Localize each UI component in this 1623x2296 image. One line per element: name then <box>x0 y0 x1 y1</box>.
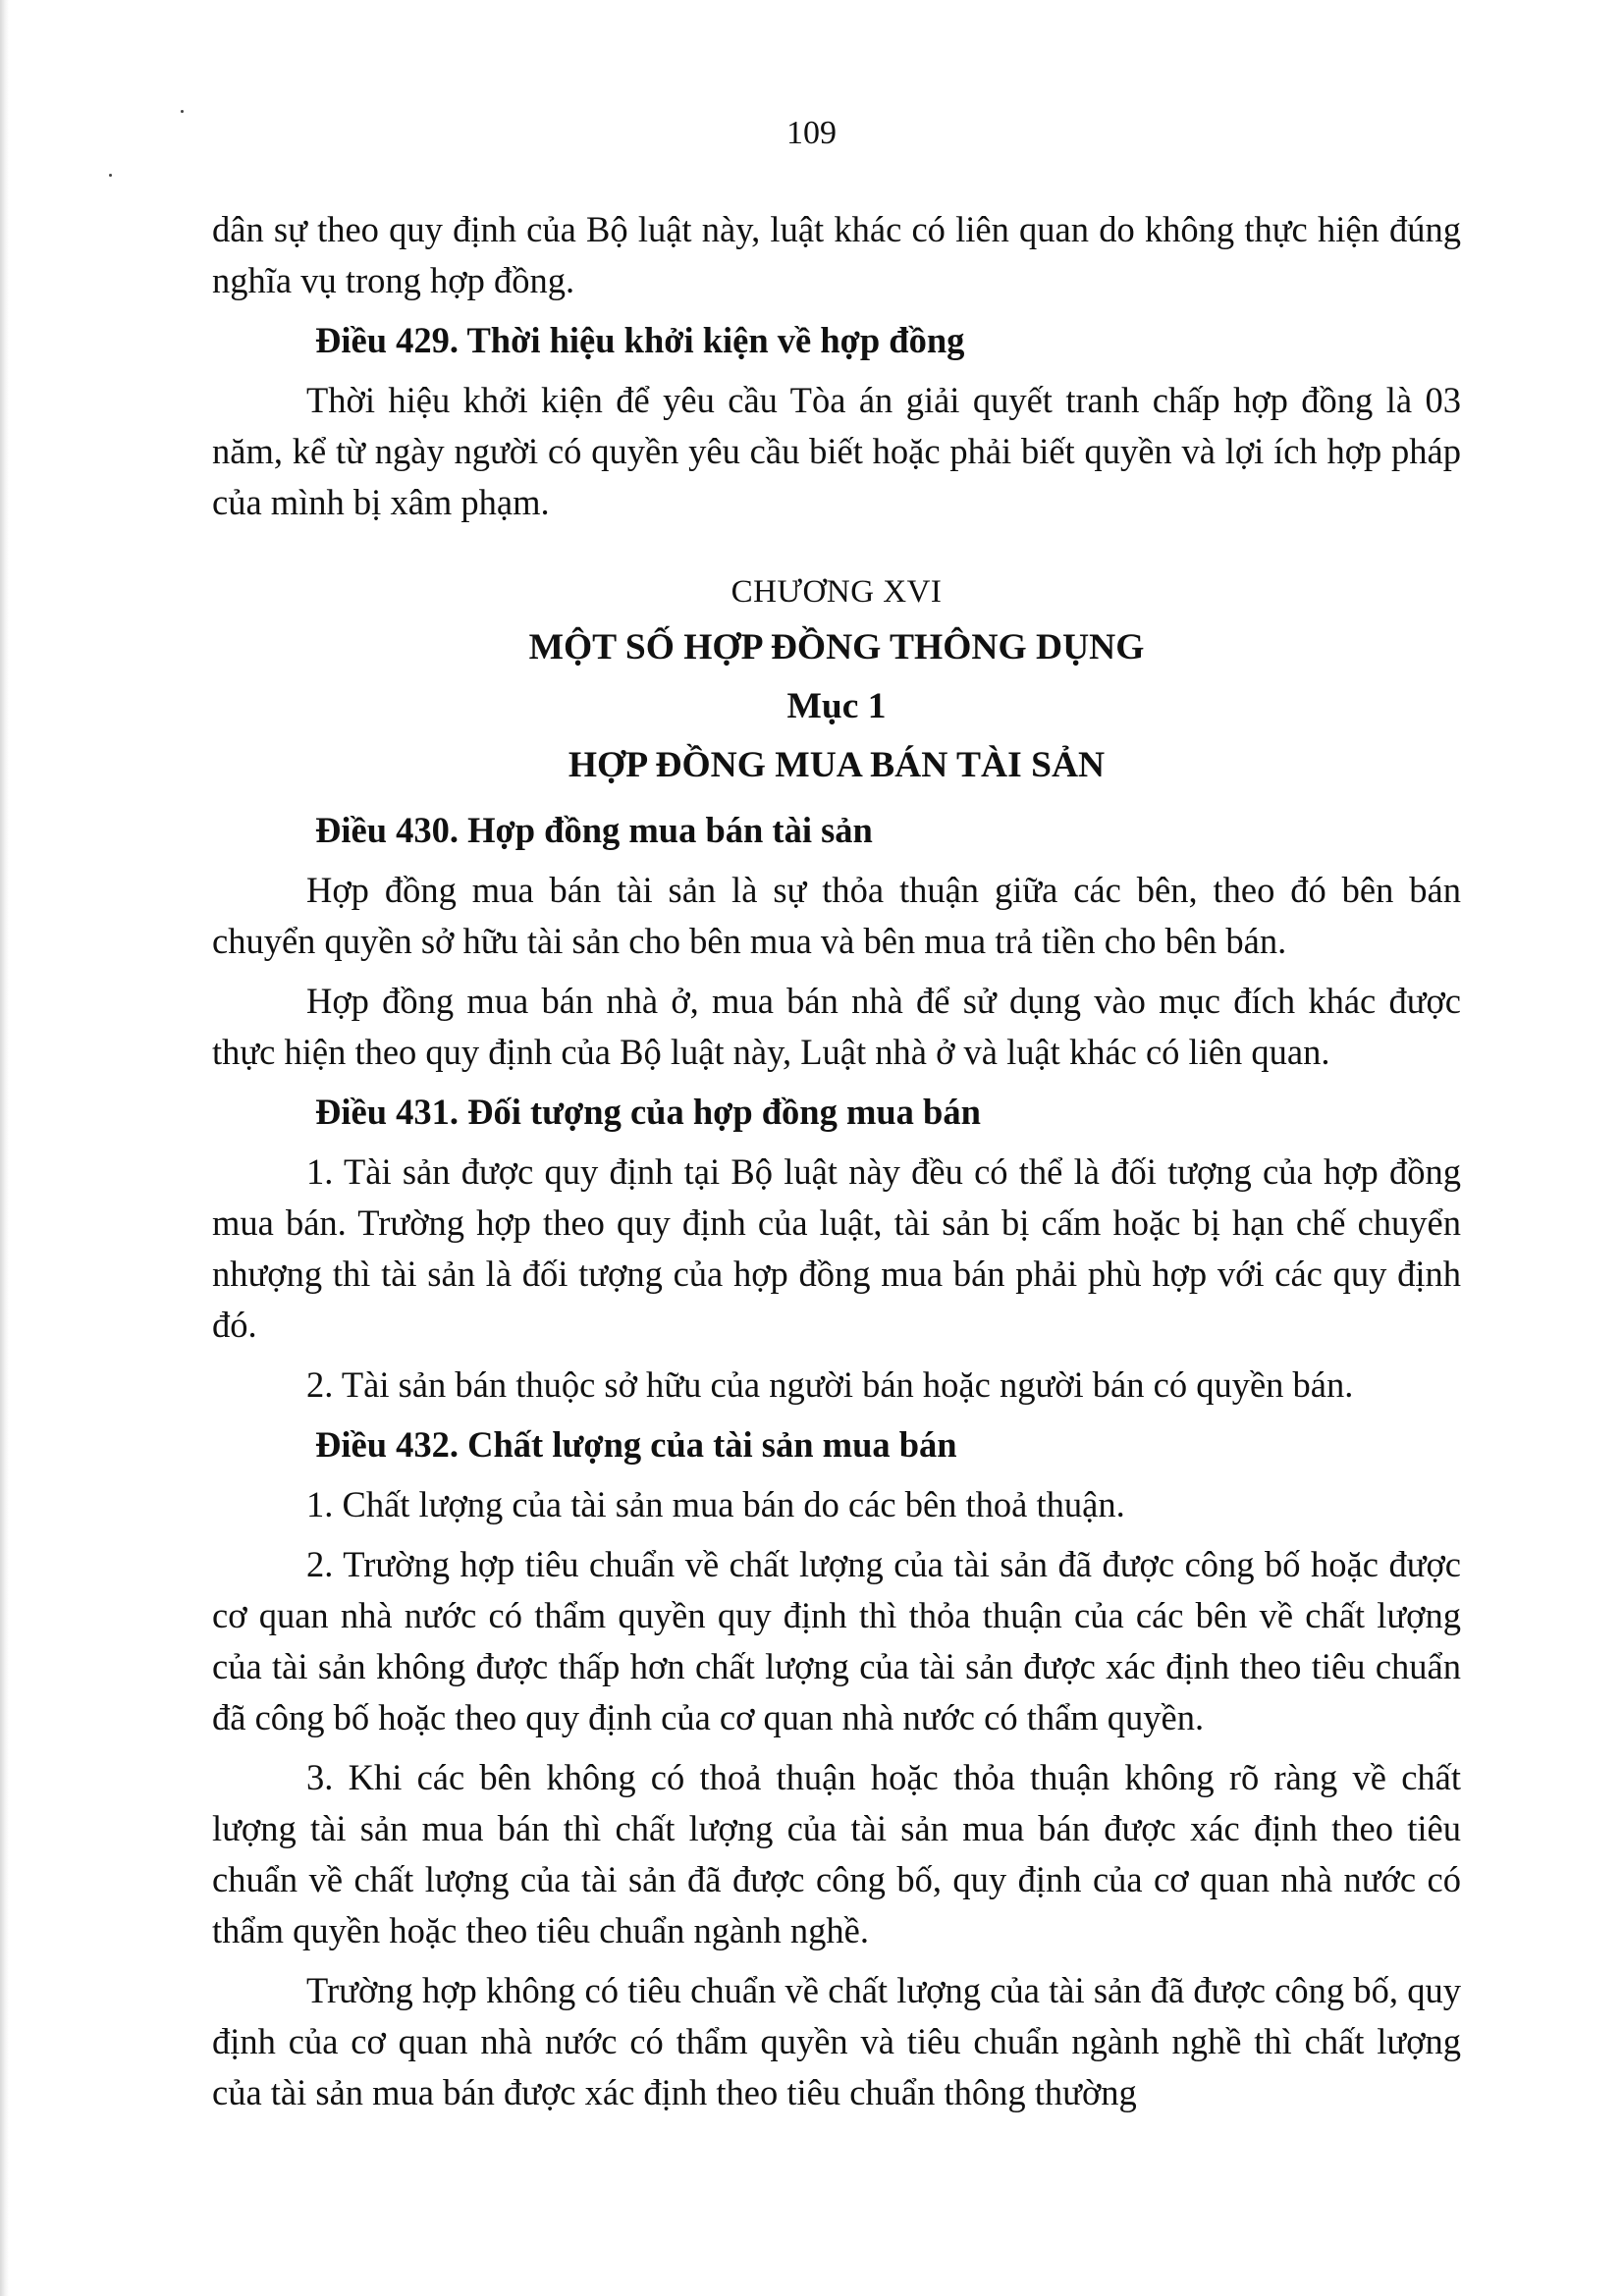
article-paragraph: 3. Khi các bên không có thoả thuận hoặc thỏa thuận không rõ ràng về chất lượng tài sản mua bán thì chất lượng của tài sản mua bán được xác định theo tiêu chuẩn về chất lượng của tài sản đã được công bố, quy định của cơ quan nhà nước có thẩm quyền hoặc theo tiêu chuẩn ngành nghề. <box>212 1757 1461 1950</box>
article-heading: Điều 432. Chất lượng của tài sản mua bán <box>315 1424 957 1465</box>
chapter-header <box>212 565 1461 795</box>
article-heading: Điều 430. Hợp đồng mua bán tài sản <box>315 810 873 850</box>
document-body <box>212 204 1461 2127</box>
opening-paragraph: dân sự theo quy định của Bộ luật này, luật khác có liên quan do không thực hiện đúng nghĩa vụ trong hợp đồng. <box>212 209 1461 300</box>
article-heading: Điều 429. Thời hiệu khởi kiện về hợp đồng <box>315 320 965 360</box>
article-paragraph: Trường hợp không có tiêu chuẩn về chất lượng của tài sản đã được công bố, quy định của cơ quan nhà nước có thẩm quyền và tiêu chuẩn ngành nghề thì chất lượng của tài sản mua bán được xác định theo tiêu chuẩn thông thường <box>212 1970 1461 2112</box>
article-432 <box>212 1419 1461 2118</box>
article-paragraph: 2. Tài sản bán thuộc sở hữu của người bán hoặc người bán có quyền bán. <box>306 1364 1354 1405</box>
article-430 <box>212 805 1461 1078</box>
scan-speck <box>109 174 112 177</box>
section-title: HỢP ĐỒNG MUA BÁN TÀI SẢN <box>568 745 1106 785</box>
chapter-title: MỘT SỐ HỢP ĐỒNG THÔNG DỤNG <box>528 627 1145 667</box>
article-paragraph: 1. Chất lượng của tài sản mua bán do các bên thoả thuận. <box>306 1484 1125 1524</box>
article-paragraph: Hợp đồng mua bán tài sản là sự thỏa thuận giữa các bên, theo đó bên bán chuyển quyền sở hữu tài sản cho bên mua và bên mua trả tiền cho bên bán. <box>212 870 1461 961</box>
scanned-page-edge <box>0 0 9 2296</box>
chapter-label: CHƯƠNG XVI <box>730 574 943 610</box>
article-heading: Điều 431. Đối tượng của hợp đồng mua bán <box>315 1092 981 1132</box>
section-label: Mục 1 <box>786 686 887 726</box>
article-paragraph: Hợp đồng mua bán nhà ở, mua bán nhà để sử dụng vào mục đích khác được thực hiện theo quy định của Bộ luật này, Luật nhà ở và luật khác có liên quan. <box>212 981 1461 1072</box>
article-paragraph: 2. Trường hợp tiêu chuẩn về chất lượng của tài sản đã được công bố hoặc được cơ quan nhà nước có thẩm quyền quy định thì thỏa thuận của các bên về chất lượng của tài sản không được thấp hơn chất lượng của tài sản được xác định theo tiêu chuẩn đã công bố hoặc theo quy định của cơ quan nhà nước có thẩm quyền. <box>212 1544 1461 1737</box>
page-number: 109 <box>786 115 837 151</box>
article-paragraph: 1. Tài sản được quy định tại Bộ luật này đều có thể là đối tượng của hợp đồng mua bán. Trường hợp theo quy định của luật, tài sản bị cấm hoặc bị hạn chế chuyển nhượng thì tài sản là đối tượng của hợp đồng mua bán phải phù hợp với các quy định đó. <box>212 1151 1461 1345</box>
article-429 <box>212 315 1461 528</box>
article-paragraph: Thời hiệu khởi kiện để yêu cầu Tòa án giải quyết tranh chấp hợp đồng là 03 năm, kể từ ngày người có quyền yêu cầu biết hoặc phải biết quyền và lợi ích hợp pháp của mình bị xâm phạm. <box>212 380 1461 522</box>
article-431 <box>212 1087 1461 1411</box>
